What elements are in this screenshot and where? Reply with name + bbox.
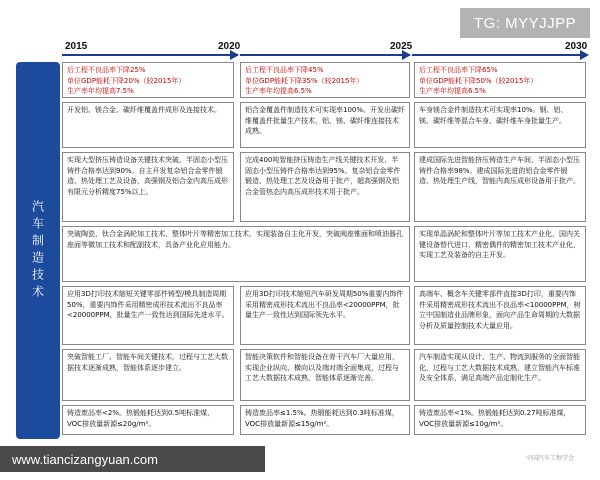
row-6-cell-2020 xyxy=(62,349,234,401)
row-2-cell-2030 xyxy=(414,102,586,148)
row-2-cell-2025 xyxy=(240,102,410,148)
row-5-cell-2020-line: 应用3D打印技术缩短关键零部件铸型/模具制造周期50%，重要内饰件采用精密成形技术流出不良品率<20000PPM，批量生产一致性达到国际先进水平。 xyxy=(67,290,229,319)
row-1-cell-2020-line: 后工程不良品率下降25% xyxy=(67,66,146,74)
row-7-cell-2030-line: 铸造废品率<1%。热锻能耗达到0.27吨标准煤，VOC排放量新源≤10g/m²。 xyxy=(419,409,571,428)
row-7-cell-2025 xyxy=(240,405,410,435)
row-4-cell-2015-2025 xyxy=(62,226,410,282)
row-4-cell-2030 xyxy=(414,226,586,282)
row-5-cell-2020 xyxy=(62,286,234,345)
row-2-cell-2030-line: 车身镁合金件制造技术可实现率10%。钢、铝、镁、碳纤维等混合车身、碳纤维车身批量生产。 xyxy=(419,106,568,125)
footer-url: www.tiancizangyuan.com xyxy=(0,446,265,472)
row-2-cell-2025-line: 铝合金覆盖件制造技术可实现率100%。开发出碳纤维覆盖件批量生产技术，铝、镁、碳纤维连接技术成熟。 xyxy=(245,106,406,135)
row-1-cell-2020-line: 生产率年均提高7.5% xyxy=(67,87,134,95)
row-6-cell-2030-line: 汽车制造实现从设计、生产、物流到服务的全面智能化，过程与工艺大数据技术成熟，建立智能汽车标准及安全体系，满足高端产品定制化生产。 xyxy=(419,353,580,382)
row-6-cell-2020-line: 突破智能工厂、智能车间关键技术，过程与工艺大数据技术逐渐成熟，智能体系逐步建立。 xyxy=(67,353,228,372)
row-4-cell-2030-line: 实现单晶涡轮和整体叶片等加工技术产业化，国内关键设备替代进口，精密偶件的精密加工技术产业化，实现工艺及装备的自主开发。 xyxy=(419,230,580,259)
timeline-arrow-3 xyxy=(580,50,589,60)
year-2030: 2030 xyxy=(565,41,588,52)
row-7-cell-2020 xyxy=(62,405,234,435)
row-1-cell-2025-line: 生产率年均提高6.5% xyxy=(245,87,312,95)
row-5-cell-2025 xyxy=(240,286,410,345)
row-7-cell-2020-line: 铸造废品率<2%。热锻能耗达到0.5吨标准煤，VOC排放量新源≤20g/m²。 xyxy=(67,409,215,428)
row-3-cell-2030-line: 建成国际先进智能挤压铸造生产车间，半固态小型压铸件合格率98%。建成国际先进的铝合金零件锻造、热处理生产线，智能内高压成形设备用于批产。 xyxy=(419,156,580,185)
row-2-cell-2020 xyxy=(62,102,234,148)
row-1-cell-2020 xyxy=(62,62,234,98)
row-5-cell-2030-line: 高端车、概念车关键零部件直接3D打印，重要内饰件采用精密成形技术流出不良品率<10000PPM，树立中国制造业品牌形象，面向产品生命周期的大数据分析及质量控制技术大量应用。 xyxy=(419,290,581,330)
row-1-cell-2025 xyxy=(240,62,410,98)
row-2-cell-2020-line: 开发铝、镁合金、碳纤维覆盖件成形及连接技术。 xyxy=(67,106,221,114)
row-1-cell-2030-line: 后工程不良品率下降65% xyxy=(419,66,498,74)
sidebar-title: 汽车制造技术 xyxy=(30,199,45,302)
row-5-cell-2030 xyxy=(414,286,586,345)
row-7-cell-2030 xyxy=(414,405,586,435)
footer-mark: 中国汽车工程学会 xyxy=(525,455,574,462)
row-1-cell-2020-line: 单位GDP能耗下降20%（较2015年） xyxy=(67,76,186,85)
year-2025: 2025 xyxy=(390,41,413,52)
row-6-cell-2025 xyxy=(240,349,410,401)
watermark-label: TG: MYYJJPP xyxy=(460,8,590,38)
timeline-segment-1 xyxy=(62,54,238,56)
row-3-cell-2030 xyxy=(414,152,586,222)
row-1-cell-2025-line: 单位GDP能耗下降35%（较2015年） xyxy=(245,76,364,85)
row-1-cell-2025-line: 后工程不良品率下降45% xyxy=(245,66,324,74)
timeline xyxy=(0,38,600,60)
timeline-arrow-2 xyxy=(402,50,411,60)
row-3-cell-2025 xyxy=(240,152,410,222)
row-3-cell-2020 xyxy=(62,152,234,222)
row-3-cell-2020-line: 实现大型挤压铸造设备关键技术突破，半固态小型压铸件合格率达到90%。自主开发复杂铝合金零件锻造、热处理工艺及设备，高强钢及铝合金内高压成形有限元分析精度75%以上。 xyxy=(67,156,228,196)
row-4-cell-2015-2025-line: 突破陶瓷、钛合金涡轮加工技术、整体叶片等精密加工技术，实现装备自主化开发，突破阀座锥面和喷油器孔座面等微加工技术和配副技术，具备产业化应用能力。 xyxy=(67,230,403,249)
row-3-cell-2025-line: 完成400吨智能挤压铸造生产线关键技术开发，半固态小型压铸件合格率达到95%。复杂铝合金零件锻造、热处理工艺及设备用于批产，超高强钢及铝合金管热态内高压成形技术用于批产。 xyxy=(245,156,401,196)
sidebar-category xyxy=(16,62,60,439)
year-2015: 2015 xyxy=(65,41,88,52)
row-5-cell-2025-line: 应用3D打印技术缩短汽车研发周期50%重要内饰件采用精密成形技术流出不良品率<20000PPM，批量生产一致性达到国际领先水平。 xyxy=(245,290,404,319)
row-1-cell-2030 xyxy=(414,62,586,98)
row-1-cell-2030-line: 单位GDP能耗下降50%（较2015年） xyxy=(419,76,538,85)
row-6-cell-2030 xyxy=(414,349,586,401)
timeline-segment-2 xyxy=(240,54,410,56)
row-6-cell-2025-line: 智能决策软件和智能设备在骨干汽车厂大量应用，实现企业纵向、横向以及端对端全面集成，过程与工艺大数据技术成熟，智能体系逐渐完善。 xyxy=(245,353,399,382)
year-2020: 2020 xyxy=(218,41,241,52)
timeline-arrow-1 xyxy=(230,50,239,60)
timeline-segment-3 xyxy=(412,54,584,56)
row-7-cell-2025-line: 铸造废品率≤1.5%。热锻能耗达到0.3吨标准煤，VOC排放量新源≤15g/m²。 xyxy=(245,409,399,428)
row-1-cell-2030-line: 生产率年均提高6.5% xyxy=(419,87,486,95)
